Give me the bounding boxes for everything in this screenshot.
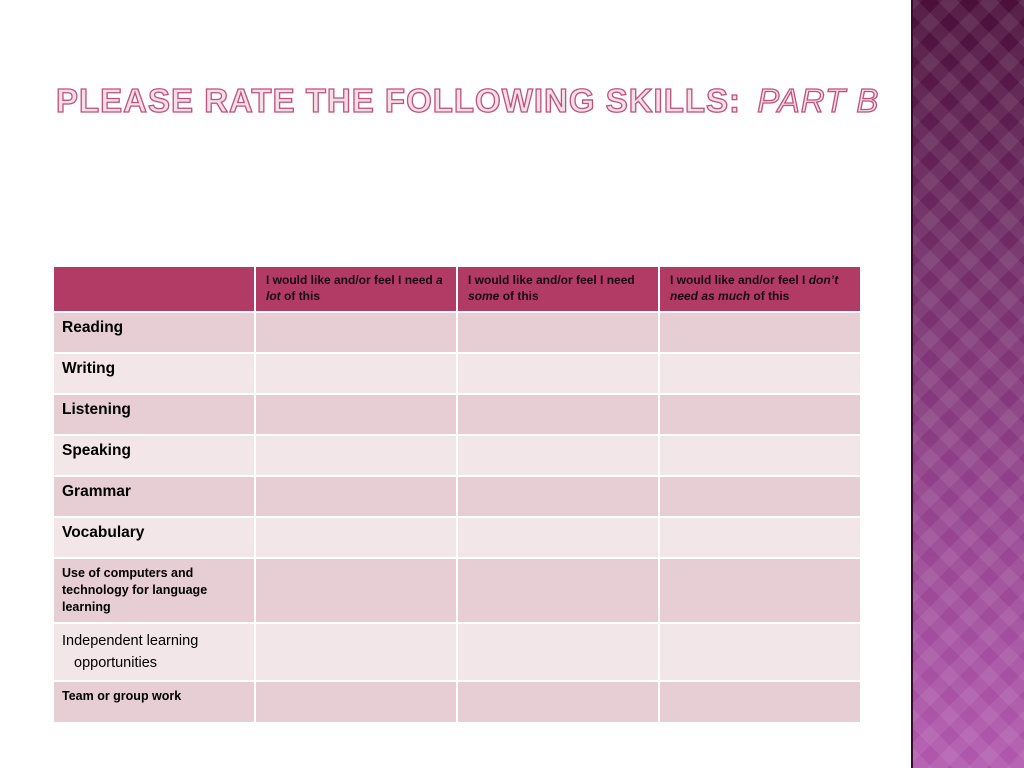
- rating-cell-a-lot[interactable]: [256, 624, 456, 680]
- rating-cell-a-lot[interactable]: [256, 313, 456, 352]
- header-some: [458, 267, 658, 311]
- rating-cell-a-lot[interactable]: [256, 559, 456, 622]
- header-emphasis: some: [468, 289, 500, 303]
- header-text: I would like and/or feel I need: [266, 273, 437, 287]
- rating-cell-a-lot[interactable]: [256, 518, 456, 557]
- title-main: PLEASE RATE THE FOLLOWING SKILLS:: [56, 82, 742, 119]
- header-emphasis: don’t need as much: [670, 273, 839, 303]
- table-header-row: [54, 267, 860, 311]
- header-emphasis: a lot: [266, 273, 443, 303]
- rating-cell-dont-need[interactable]: [660, 682, 860, 722]
- skill-label-line: Independent learning: [62, 633, 199, 649]
- table-row: [54, 559, 860, 622]
- skill-label: Grammar: [54, 477, 254, 516]
- header-text: of this: [280, 289, 320, 303]
- rating-cell-some[interactable]: [458, 518, 658, 557]
- rating-cell-dont-need[interactable]: [660, 624, 860, 680]
- table-row: [54, 313, 860, 352]
- skill-label-line: opportunities: [74, 655, 158, 671]
- table-row: [54, 477, 860, 516]
- table-row: [54, 395, 860, 434]
- rating-cell-dont-need[interactable]: [660, 354, 860, 393]
- rating-cell-some[interactable]: [458, 313, 658, 352]
- rating-cell-some[interactable]: [458, 559, 658, 622]
- rating-cell-dont-need[interactable]: [660, 436, 860, 475]
- table-row: [54, 436, 860, 475]
- rating-cell-some[interactable]: [458, 477, 658, 516]
- header-text: I would like and/or feel I need: [468, 273, 635, 287]
- rating-cell-a-lot[interactable]: [256, 477, 456, 516]
- skill-label: [54, 624, 254, 680]
- skill-label: Reading: [54, 313, 254, 352]
- decorative-side-band: [911, 0, 1024, 768]
- skills-rating-table: [52, 265, 862, 724]
- rating-cell-some[interactable]: [458, 682, 658, 722]
- table-row: [54, 624, 860, 680]
- rating-cell-a-lot[interactable]: [256, 354, 456, 393]
- skill-label: Team or group work: [54, 682, 254, 722]
- header-a-lot: [256, 267, 456, 311]
- rating-cell-dont-need[interactable]: [660, 313, 860, 352]
- table-row: [54, 354, 860, 393]
- rating-cell-dont-need[interactable]: [660, 395, 860, 434]
- rating-cell-some[interactable]: [458, 436, 658, 475]
- header-dont-need: [660, 267, 860, 311]
- rating-cell-some[interactable]: [458, 395, 658, 434]
- header-text: I would like and/or feel I: [670, 273, 809, 287]
- rating-cell-some[interactable]: [458, 354, 658, 393]
- rating-cell-a-lot[interactable]: [256, 436, 456, 475]
- skill-label: Vocabulary: [54, 518, 254, 557]
- skill-label: Listening: [54, 395, 254, 434]
- header-text: of this: [499, 289, 539, 303]
- slide-title: [56, 82, 896, 120]
- rating-cell-a-lot[interactable]: [256, 682, 456, 722]
- table-row: [54, 518, 860, 557]
- table-row: [54, 682, 860, 722]
- skill-label: Speaking: [54, 436, 254, 475]
- skill-label: Writing: [54, 354, 254, 393]
- title-part-label: PART B: [757, 82, 880, 119]
- rating-cell-dont-need[interactable]: [660, 477, 860, 516]
- rating-cell-some[interactable]: [458, 624, 658, 680]
- rating-cell-dont-need[interactable]: [660, 559, 860, 622]
- rating-cell-dont-need[interactable]: [660, 518, 860, 557]
- header-blank-cell: [54, 267, 254, 311]
- rating-cell-a-lot[interactable]: [256, 395, 456, 434]
- skill-label: Use of computers and technology for language learning: [54, 559, 254, 622]
- header-text: of this: [750, 289, 790, 303]
